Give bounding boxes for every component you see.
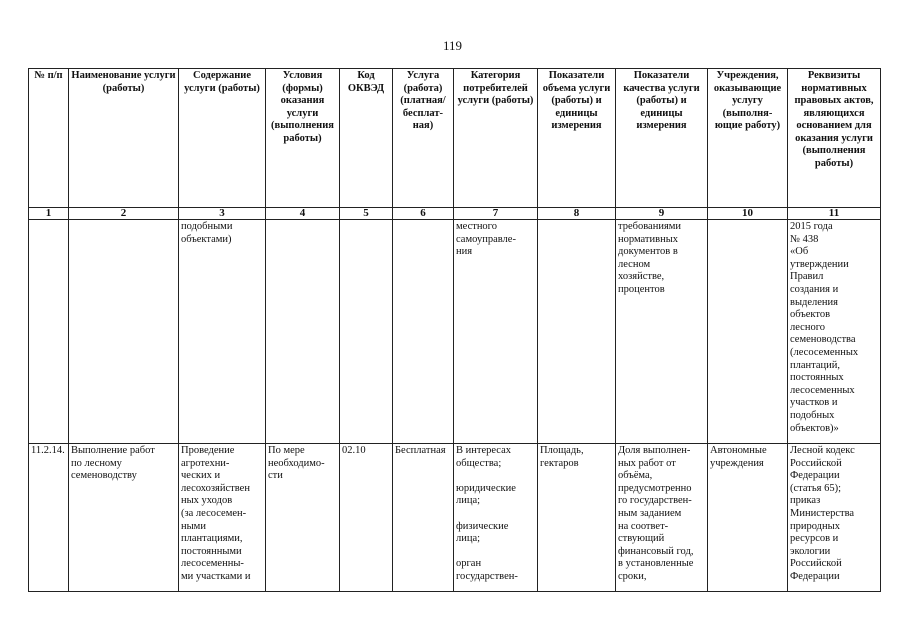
- column-number: 10: [708, 208, 788, 220]
- table-cell: [340, 220, 393, 444]
- header-cell: Категория потребителей услуги (работы): [454, 69, 538, 208]
- table-cell: [29, 220, 69, 444]
- header-cell: Наименование услуги (работы): [69, 69, 179, 208]
- column-number: 6: [393, 208, 454, 220]
- header-cell: Реквизиты нормативных правовых актов, являющихся основанием для оказания услуги (выполнения работы): [788, 69, 881, 208]
- table-cell: [393, 220, 454, 444]
- legal-acts: Лесной кодекс Российской Федерации (статья 65); приказ Министерства природных ресурсов и экологии Российской Федерации: [790, 445, 855, 582]
- providing-institutions: Автономные учреждения: [710, 445, 767, 469]
- header-cell: Учреждения, оказывающие услугу (выполня-ющие работу): [708, 69, 788, 208]
- table-cell: [454, 220, 538, 444]
- table-cell: [788, 444, 881, 592]
- service-name: Выполнение работ по лесному семеноводству: [71, 445, 155, 482]
- table-cell: [538, 220, 616, 444]
- table-cell: [340, 444, 393, 592]
- table-cell: [454, 444, 538, 592]
- column-number: 2: [69, 208, 179, 220]
- row-number: 11.2.14.: [31, 445, 65, 456]
- volume-indicators: Площадь, гектаров: [540, 445, 584, 469]
- column-number: 8: [538, 208, 616, 220]
- table-cell: [266, 220, 340, 444]
- service-content: Проведение агротехни- ческих и лесохозяйствен ных уходов (за лесосемен- ными плантациями, постоянными лесосеменны- ми участками и: [181, 445, 251, 582]
- table-cell: [393, 444, 454, 592]
- table-row-11-2-14: [29, 444, 881, 592]
- table-cell: [179, 444, 266, 592]
- table-cell: [29, 444, 69, 592]
- page-number: 119: [442, 38, 463, 53]
- table-cell: [616, 444, 708, 592]
- column-number: 5: [340, 208, 393, 220]
- header-cell: Показатели объема услуги (работы) и единицы измерения: [538, 69, 616, 208]
- table-cell: [179, 220, 266, 444]
- header-cell: Условия (формы) оказания услуги (выполнения работы): [266, 69, 340, 208]
- table-cell: [69, 220, 179, 444]
- table-cell: [266, 444, 340, 592]
- header-cell: Показатели качества услуги (работы) и единицы измерения: [616, 69, 708, 208]
- cell-text: 2015 года № 438 «Об утверждении Правил создания и выделения объектов лесного семеноводства (лесосеменных плантаций, постоянных лесосеменных участков и подобных объектов)»: [790, 221, 859, 434]
- paid-free: Бесплатная: [395, 445, 446, 456]
- table-row-continuation: [29, 220, 881, 444]
- column-number: 3: [179, 208, 266, 220]
- services-registry-table: [28, 68, 881, 592]
- cell-text: требованиями нормативных документов в лесном хозяйстве, процентов: [618, 221, 682, 295]
- table-cell: [616, 220, 708, 444]
- header-row: [29, 69, 881, 208]
- quality-indicators: Доля выполнен- ных работ от объёма, предусмотренно го государствен- ным заданием на соответ- ствующий финансовый год, в установленные сроки,: [618, 445, 694, 582]
- service-conditions: По мере необходимо- сти: [268, 445, 325, 482]
- table-cell: [708, 444, 788, 592]
- cell-text: подобными объектами): [181, 221, 233, 245]
- header-cell: № п/п: [29, 69, 69, 208]
- table-cell: [538, 444, 616, 592]
- consumer-category: В интересах общества; юридические лица; физические лица; орган государствен-: [456, 445, 518, 582]
- table-cell: [708, 220, 788, 444]
- table-cell: [69, 444, 179, 592]
- table-cell: [788, 220, 881, 444]
- column-number: 7: [454, 208, 538, 220]
- column-number: 4: [266, 208, 340, 220]
- okved-code: 02.10: [342, 445, 366, 456]
- header-cell: Услуга (работа) (платная/бесплат-ная): [393, 69, 454, 208]
- cell-text: местного самоуправле- ния: [456, 221, 516, 258]
- column-number: 9: [616, 208, 708, 220]
- column-number: 1: [29, 208, 69, 220]
- column-number: 11: [788, 208, 881, 220]
- header-cell: Содержание услуги (работы): [179, 69, 266, 208]
- header-cell: Код ОКВЭД: [340, 69, 393, 208]
- column-number-row: [29, 208, 881, 220]
